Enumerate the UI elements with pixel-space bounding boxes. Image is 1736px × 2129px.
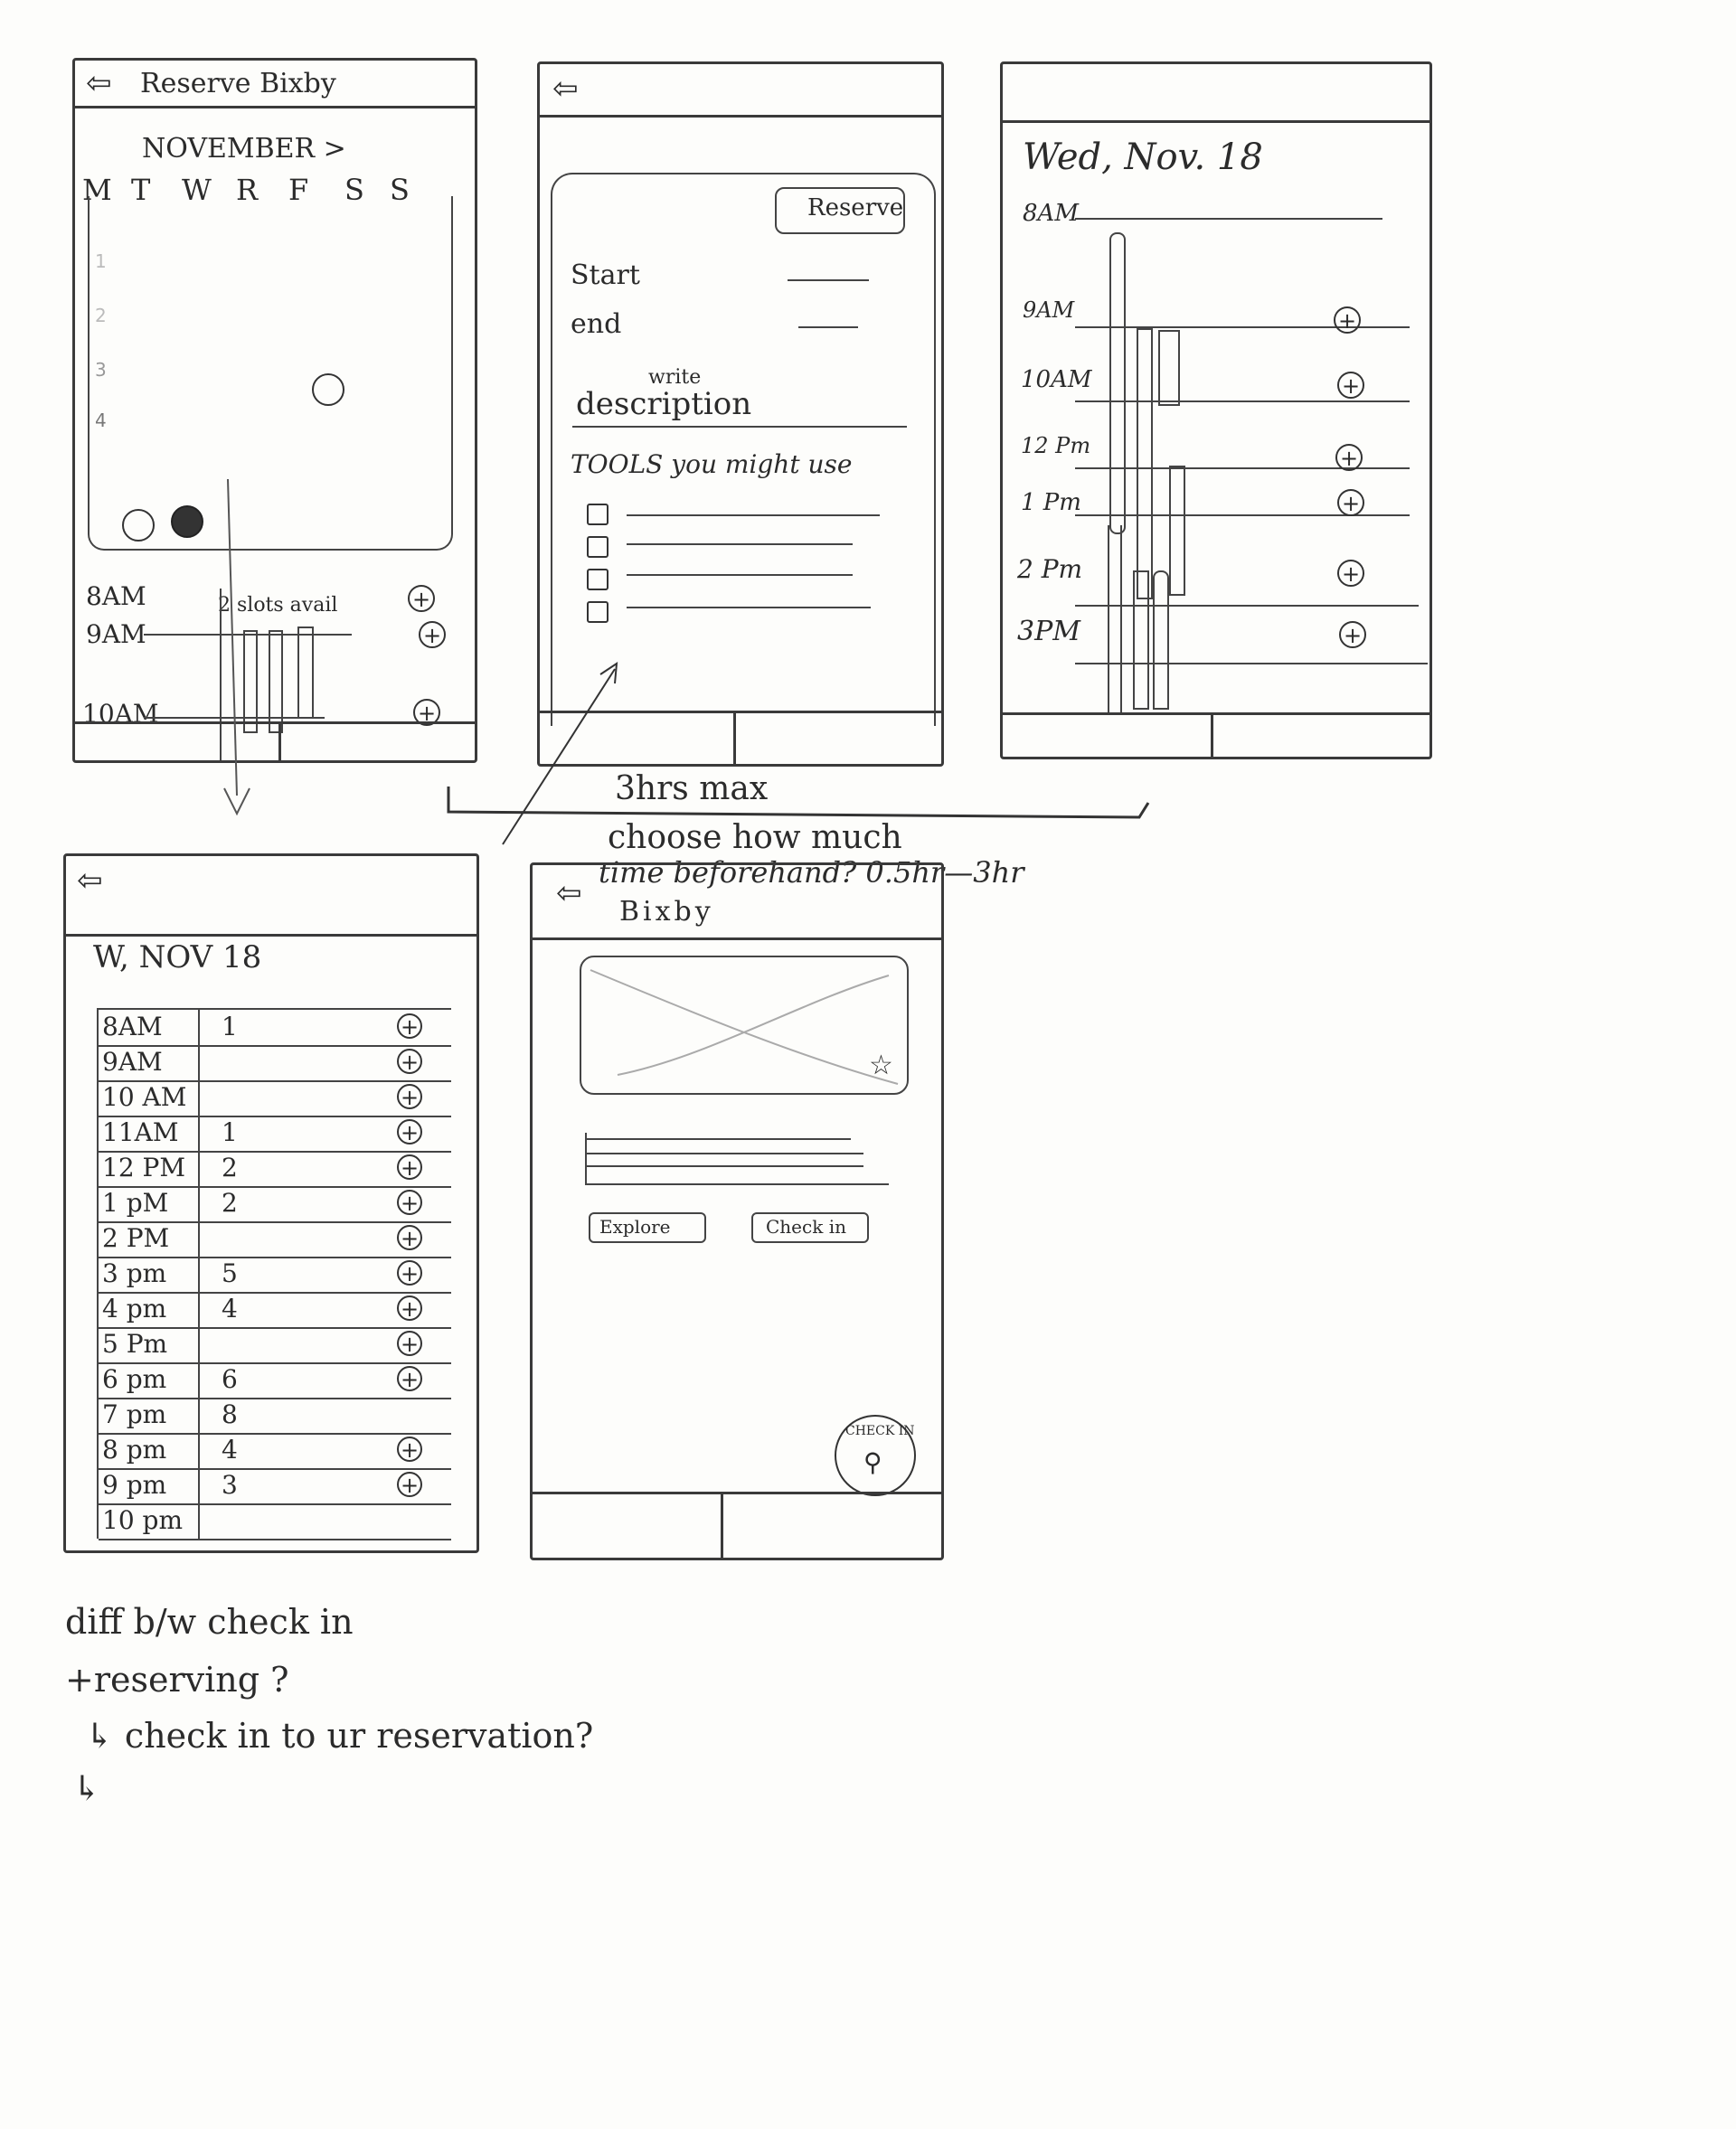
tool-checkbox[interactable] (587, 504, 609, 525)
top-bar (1003, 64, 1429, 123)
hour-line (1075, 218, 1382, 220)
reserve-button-label: Reserve (807, 194, 904, 221)
booking-block (1137, 328, 1153, 599)
tool-line (627, 543, 853, 545)
hour-label: 12 Pm (1021, 433, 1091, 458)
slot-time: 10AM (82, 699, 159, 729)
tool-checkbox[interactable] (587, 569, 609, 590)
screen-space-detail (530, 862, 944, 1560)
favorite-star-icon[interactable]: ☆ (869, 1050, 893, 1081)
row-time: 5 Pm (102, 1329, 168, 1359)
detail-line (585, 1183, 889, 1185)
detail-line (587, 1153, 863, 1154)
booking-block (1133, 570, 1149, 710)
week-number: 2 (95, 305, 107, 326)
add-icon[interactable]: + (1335, 444, 1363, 471)
back-arrow-icon[interactable]: ⇦ (552, 71, 579, 107)
detail-line (587, 1165, 863, 1167)
hour-line (1075, 605, 1419, 607)
add-icon[interactable]: + (397, 1049, 422, 1074)
back-arrow-icon[interactable]: ⇦ (86, 65, 112, 101)
row-time: 1 pM (102, 1188, 169, 1218)
note-line: +reserving ? (65, 1660, 289, 1700)
checkin-fab[interactable] (835, 1415, 916, 1496)
tool-checkbox[interactable] (587, 536, 609, 558)
space-title: Bixby (619, 896, 714, 928)
checkin-button-label: Check in (766, 1216, 846, 1238)
start-label: Start (571, 259, 640, 291)
bracket-line (448, 787, 1148, 817)
add-icon[interactable]: + (1334, 306, 1361, 334)
row-time: 9AM (102, 1047, 163, 1077)
row-time: 4 pm (102, 1294, 167, 1324)
description-underline (572, 426, 907, 428)
time-rows (99, 1010, 451, 1539)
bottom-tab-divider (721, 1494, 723, 1558)
cross-line (618, 975, 889, 1075)
row-count: 1 (222, 1012, 238, 1041)
tool-checkbox[interactable] (587, 601, 609, 623)
row-time: 6 pm (102, 1364, 167, 1394)
row-time: 10 AM (102, 1082, 187, 1112)
booking-block (1169, 466, 1185, 596)
back-arrow-icon[interactable]: ⇦ (77, 862, 103, 899)
annotation-max: 3hrs max (615, 770, 769, 807)
bottom-bar (540, 711, 941, 764)
checkin-fab-label: CHECK IN (845, 1424, 915, 1438)
bottom-bar (533, 1492, 941, 1558)
booking-block (1109, 232, 1126, 534)
hour-label: 10AM (1021, 366, 1092, 393)
table-row-line (99, 1539, 451, 1540)
booking-block (297, 626, 314, 719)
add-icon[interactable]: + (397, 1437, 422, 1462)
back-arrow-icon[interactable]: ⇦ (556, 875, 582, 911)
calendar-grid (88, 196, 453, 551)
booking-block (243, 630, 258, 733)
month-label[interactable]: NOVEMBER > (142, 133, 346, 165)
week-number: 4 (95, 410, 107, 431)
hour-label: 8AM (1023, 200, 1079, 227)
add-icon[interactable]: + (397, 1472, 422, 1497)
weekday: S (390, 173, 410, 207)
row-count: 2 (222, 1153, 238, 1182)
top-bar (540, 64, 941, 118)
add-icon[interactable]: + (397, 1366, 422, 1391)
explore-button-label: Explore (599, 1216, 671, 1238)
bottom-tab-divider (1211, 715, 1213, 757)
description-field[interactable]: description (576, 386, 752, 422)
row-time: 12 PM (102, 1153, 186, 1182)
add-icon[interactable]: + (397, 1013, 422, 1039)
note-line: diff b/w check in (65, 1602, 354, 1642)
row-count: 6 (222, 1364, 238, 1394)
tools-label: TOOLS you might use (571, 449, 853, 479)
row-count: 3 (222, 1470, 238, 1500)
slot-time: 9AM (86, 619, 146, 649)
add-icon[interactable]: + (397, 1084, 422, 1109)
explore-button[interactable] (589, 1212, 706, 1243)
row-count: 1 (222, 1117, 238, 1147)
booking-block (269, 630, 283, 733)
detail-line (585, 1133, 587, 1183)
booking-block (1158, 330, 1180, 406)
note-line: ↳ (72, 1768, 101, 1808)
weekday: T (131, 173, 151, 207)
add-icon[interactable]: + (397, 1154, 422, 1180)
add-icon[interactable]: + (1337, 372, 1364, 399)
slots-available: 2 slots avail (218, 594, 338, 617)
row-count: 4 (222, 1294, 238, 1324)
space-image-placeholder (580, 956, 909, 1095)
row-count: 2 (222, 1188, 238, 1218)
weekday: M (82, 173, 112, 207)
row-count: 5 (222, 1258, 238, 1288)
row-count: 4 (222, 1435, 238, 1465)
screen-day-list (63, 853, 479, 1553)
hour-label: 2 Pm (1017, 554, 1083, 584)
day-title: Wed, Nov. 18 (1023, 137, 1263, 178)
tool-line (627, 514, 880, 516)
bottom-bar (75, 721, 475, 760)
booking-block (1153, 570, 1169, 710)
row-time: 2 PM (102, 1223, 170, 1253)
bottom-tab-divider (278, 724, 281, 760)
add-icon[interactable]: + (419, 621, 446, 648)
detail-line (585, 1138, 851, 1140)
weekday: R (236, 173, 259, 207)
tools-checklist (587, 504, 894, 630)
add-icon[interactable]: + (397, 1225, 422, 1250)
screen-reserve-calendar (72, 58, 477, 763)
tool-line (627, 607, 871, 608)
hour-line (1075, 663, 1428, 664)
calendar-day[interactable] (312, 373, 344, 406)
weekday: W (182, 173, 212, 207)
screen-title: Reserve Bixby (140, 68, 336, 99)
row-time: 7 pm (102, 1399, 167, 1429)
hour-label: 9AM (1023, 297, 1075, 323)
bottom-tab-divider (733, 713, 736, 764)
week-number: 3 (95, 359, 107, 381)
row-time: 8AM (102, 1012, 163, 1041)
weekday: F (288, 173, 309, 207)
start-field[interactable] (788, 279, 869, 281)
add-icon[interactable]: + (397, 1119, 422, 1145)
row-time: 10 pm (102, 1505, 184, 1535)
row-time: 9 pm (102, 1470, 167, 1500)
day-title: W, NOV 18 (93, 939, 262, 975)
slot-time: 8AM (86, 581, 146, 611)
add-icon[interactable]: + (397, 1190, 422, 1215)
add-icon[interactable]: + (1339, 621, 1366, 648)
add-icon[interactable]: + (1337, 489, 1364, 516)
bottom-bar (1003, 712, 1429, 757)
location-pin-icon: ⚲ (863, 1447, 882, 1477)
image-placeholder-cross (581, 957, 907, 1093)
annotation-choose: choose how much (608, 819, 902, 856)
booking-line (1120, 525, 1122, 715)
add-icon[interactable]: + (408, 585, 435, 612)
hour-label: 3PM (1017, 616, 1080, 647)
row-time: 3 pm (102, 1258, 167, 1288)
screen-reserve-form (537, 61, 944, 767)
week-number: 1 (95, 250, 107, 272)
write-label: write (648, 366, 702, 389)
add-icon[interactable]: + (1337, 560, 1364, 587)
add-icon[interactable]: + (397, 1331, 422, 1356)
tool-line (627, 574, 853, 576)
arrow-down-head (224, 788, 250, 814)
end-label: end (571, 308, 622, 340)
top-bar (533, 865, 941, 940)
time-table (97, 1008, 451, 1539)
weekday: S (344, 173, 364, 207)
note-line: ↳ check in to ur reservation? (85, 1716, 594, 1756)
end-field[interactable] (798, 326, 858, 328)
row-time: 8 pm (102, 1435, 167, 1465)
top-bar (66, 856, 476, 937)
timeslot-panel (82, 513, 462, 739)
screen-day-timeline (1000, 61, 1432, 759)
annotation-time: time beforehand? 0.5hr—3hr (599, 855, 1024, 890)
row-time: 11AM (102, 1117, 179, 1147)
checkin-button[interactable] (751, 1212, 869, 1243)
add-icon[interactable]: + (397, 1295, 422, 1321)
top-bar (75, 61, 475, 108)
add-icon[interactable]: + (413, 699, 440, 726)
add-icon[interactable]: + (397, 1260, 422, 1286)
booking-line (1108, 525, 1109, 715)
row-count: 8 (222, 1399, 238, 1429)
hour-label: 1 Pm (1021, 489, 1081, 516)
reserve-button[interactable] (775, 187, 905, 234)
